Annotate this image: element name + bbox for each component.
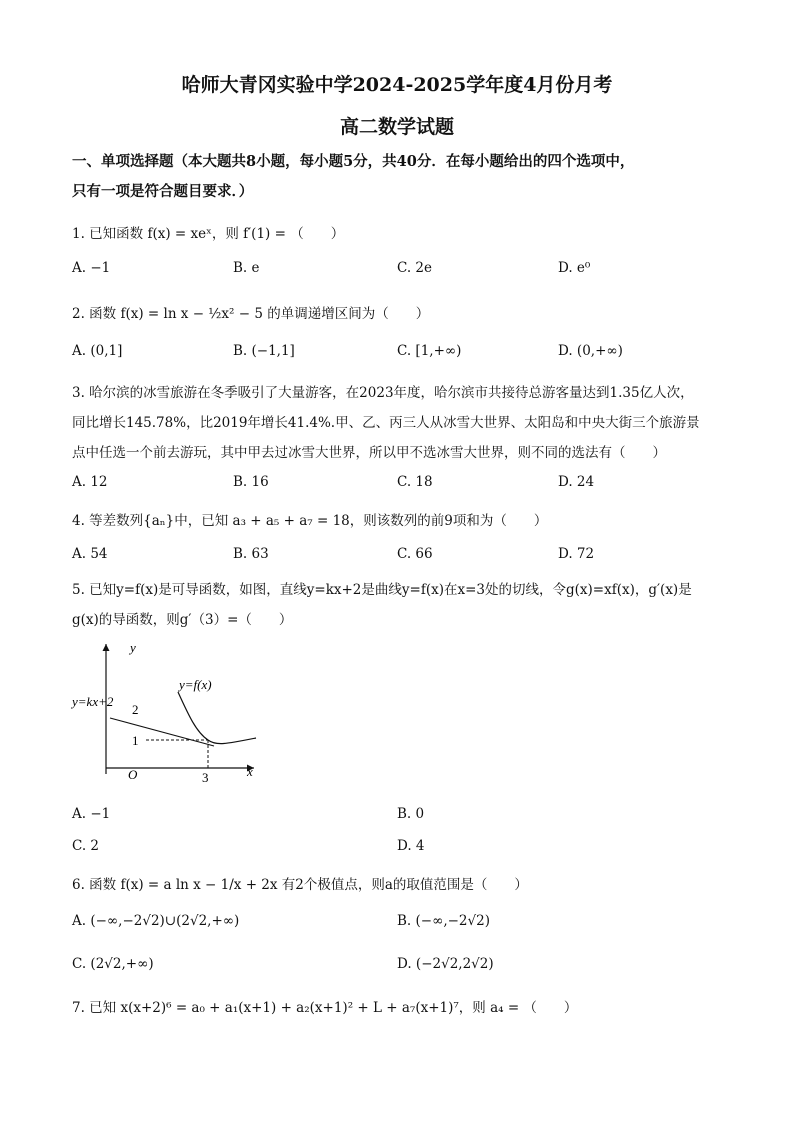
question-5-stem-line2: g(x)的导函数，则g′（3）=（ ） xyxy=(72,612,293,628)
question-3-option-a: A. 12 xyxy=(72,474,108,490)
question-6-option-b: B. (−∞,−2√2) xyxy=(397,913,490,929)
question-4-option-c: C. 66 xyxy=(397,546,433,562)
question-3-stem-line2: 同比增长145.78%，比2019年增长41.4%.甲、乙、丙三人从冰雪大世界、太阳岛和中央大街三个旅游景 xyxy=(72,415,700,431)
tick-label-1: 1 xyxy=(132,733,139,748)
section-heading-line1: 一、单项选择题（本大题共8小题，每小题5分，共40分．在每小题给出的四个选项中， xyxy=(72,153,635,170)
question-5-option-d: D. 4 xyxy=(397,838,425,854)
question-3-stem-line3: 点中任选一个前去游玩，其中甲去过冰雪大世界，所以甲不选冰雪大世界，则不同的选法有（ ） xyxy=(72,445,666,461)
question-4-option-d: D. 72 xyxy=(558,546,595,562)
question-3-option-b: B. 16 xyxy=(233,474,269,490)
question-6-option-a: A. (−∞,−2√2)∪(2√2,+∞) xyxy=(72,913,240,929)
question-1-stem: 1. 已知函数 f(x) = xeˣ，则 f′(1) = （ ） xyxy=(72,226,345,242)
page-title: 哈师大青冈实验中学2024-2025学年度4月份月考 xyxy=(181,74,613,96)
tick-label-2: 2 xyxy=(132,702,139,717)
question-3-option-d: D. 24 xyxy=(558,474,595,490)
question-5-stem-line1: 5. 已知y=f(x)是可导函数，如图，直线y=kx+2是曲线y=f(x)在x=3处的切线，令g(x)=xf(x)，g′(x)是 xyxy=(72,582,692,598)
question-4-option-b: B. 63 xyxy=(233,546,269,562)
question-1-option-d: D. e⁰ xyxy=(558,260,591,276)
question-1-option-a: A. −1 xyxy=(72,260,111,276)
question-2-option-a: A. (0,1] xyxy=(72,343,123,359)
tangent-label: y=kx+2 xyxy=(72,694,114,709)
question-2-option-d: D. (0,+∞) xyxy=(558,343,623,359)
question-2-stem: 2. 函数 f(x) = ln x − ½x² − 5 的单调递增区间为（ ） xyxy=(72,306,430,322)
question-7-stem: 7. 已知 x(x+2)⁶ = a₀ + a₁(x+1) + a₂(x+1)² + L + a₇(x+1)⁷，则 a₄ = （ ） xyxy=(72,1000,578,1016)
question-6-option-d: D. (−2√2,2√2) xyxy=(397,956,494,972)
question-6-option-c: C. (2√2,+∞) xyxy=(72,956,154,972)
question-4-stem: 4. 等差数列{aₙ}中，已知 a₃ + a₅ + a₇ = 18，则该数列的前9项和为（ ） xyxy=(72,513,548,529)
origin-label: O xyxy=(128,767,138,782)
question-5-figure xyxy=(66,636,276,786)
question-1-option-b: B. e xyxy=(233,260,260,276)
question-2-option-b: B. (−1,1] xyxy=(233,343,295,359)
question-5-option-c: C. 2 xyxy=(72,838,100,854)
tick-label-3: 3 xyxy=(202,770,209,785)
question-5-option-b: B. 0 xyxy=(397,806,425,822)
question-3-stem-line1: 3. 哈尔滨的冰雪旅游在冬季吸引了大量游客，在2023年度，哈尔滨市共接待总游客量达到1.35亿人次， xyxy=(72,385,694,401)
curve-f xyxy=(178,692,256,744)
x-axis-label: x xyxy=(247,764,253,779)
question-1-option-c: C. 2e xyxy=(397,260,433,276)
y-axis-label: y xyxy=(130,640,136,655)
question-2-option-c: C. [1,+∞) xyxy=(397,343,462,359)
question-4-option-a: A. 54 xyxy=(72,546,108,562)
page-subtitle: 高二数学试题 xyxy=(339,116,454,138)
question-6-stem: 6. 函数 f(x) = a ln x − 1/x + 2x 有2个极值点，则a的取值范围是（ ） xyxy=(72,877,528,893)
curve-label: y=f(x) xyxy=(179,677,212,692)
question-5-option-a: A. −1 xyxy=(72,806,111,822)
tangent-line xyxy=(110,718,214,746)
question-3-option-c: C. 18 xyxy=(397,474,433,490)
section-heading-line2: 只有一项是符合题目要求．） xyxy=(72,183,254,200)
